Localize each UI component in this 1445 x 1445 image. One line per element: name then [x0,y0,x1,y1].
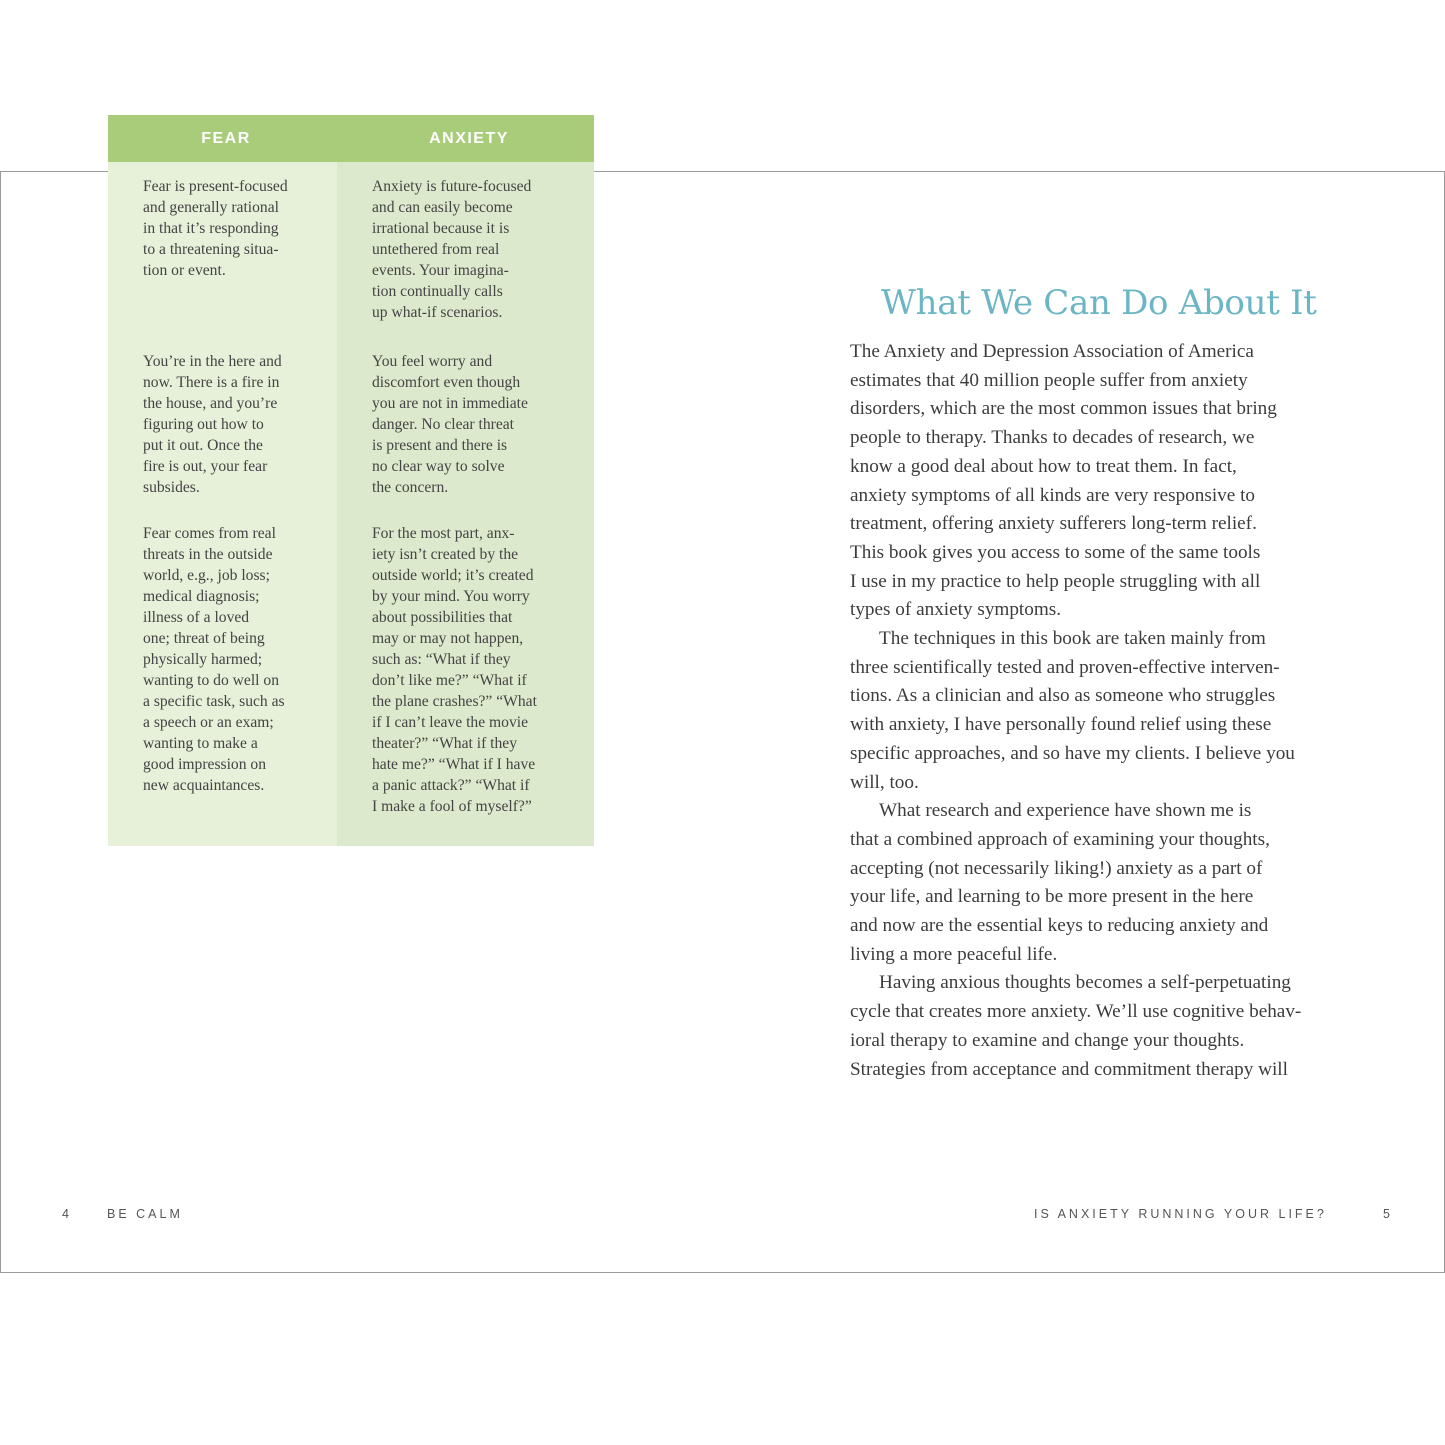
cell-line: don’t like me?” “What if [372,672,527,689]
fear-cell [143,351,282,498]
anxiety-column-header: ANXIETY [429,129,509,147]
cell-line: irrational because it is [372,220,510,237]
fear-cell [143,523,285,796]
body-line: and now are the essential keys to reducing anxiety and [850,915,1269,937]
body-line: estimates that 40 million people suffer from anxiety [850,369,1248,391]
fear-cell [143,176,288,281]
body-line: ioral therapy to examine and change your thoughts. [850,1029,1245,1051]
body-line: will, too. [850,771,919,793]
cell-line: physically harmed; [143,651,263,668]
cell-line: For the most part, anx- [372,525,515,542]
cell-line: I make a fool of myself?” [372,798,532,815]
body-line: three scientifically tested and proven-effective interven- [850,656,1280,678]
body-line: living a more peaceful life. [850,943,1058,965]
fear-anxiety-table [108,115,594,846]
body-line: The Anxiety and Depression Association of America [850,341,1254,362]
cell-line: is present and there is [372,437,508,454]
fear-column [108,162,337,846]
body-line: accepting (not necessarily liking!) anxiety as a part of [850,857,1263,879]
right-running-title: IS ANXIETY RUNNING YOUR LIFE? [1034,1207,1327,1221]
cell-line: figuring out how to [143,416,264,433]
cell-line: illness of a loved [143,609,250,626]
body-line: that a combined approach of examining your thoughts, [850,828,1270,850]
table-header [108,115,594,162]
cell-line: subsides. [143,479,200,496]
anxiety-column [337,162,594,846]
body-line: tions. As a clinician and also as someone who struggles [850,685,1276,707]
cell-line: now. There is a fire in [143,374,280,391]
body-line: treatment, offering anxiety sufferers long-term relief. [850,513,1257,535]
cell-line: tion or event. [143,262,226,279]
right-page-number: 5 [1383,1207,1393,1221]
body-line: disorders, which are the most common issues that bring [850,398,1277,420]
body-line: I use in my practice to help people struggling with all [850,570,1261,592]
body-line: with anxiety, I have personally found relief using these [850,714,1272,736]
cell-line: in that it’s responding [143,220,279,237]
body-line: What research and experience have shown me is [879,800,1252,822]
anxiety-cell [372,176,531,323]
cell-line: up what-if scenarios. [372,304,503,321]
cell-line: medical diagnosis; [143,588,260,605]
cell-line: tion continually calls [372,283,503,300]
body-line: This book gives you access to some of the same tools [850,541,1261,563]
cell-line: world, e.g., job loss; [143,567,270,584]
cell-line: theater?” “What if they [372,735,518,752]
cell-line: if I can’t leave the movie [372,714,529,731]
fear-column-header: FEAR [201,129,251,147]
body-line: The techniques in this book are taken mainly from [879,628,1266,650]
cell-line: one; threat of being [143,630,265,647]
cell-line: about possibilities that [372,609,513,626]
cell-line: the concern. [372,479,449,496]
cell-line: the plane crashes?” “What [372,693,537,710]
cell-line: Fear is present-focused [143,178,288,195]
cell-line: discomfort even though [372,374,521,391]
body-line: know a good deal about how to treat them. In fact, [850,455,1237,477]
body-text [850,338,1350,1084]
cell-line: danger. No clear threat [372,416,515,433]
body-line: your life, and learning to be more present in the here [850,886,1254,908]
cell-line: wanting to do well on [143,672,279,689]
cell-line: Fear comes from real [143,525,276,542]
body-line: anxiety symptoms of all kinds are very responsive to [850,484,1255,506]
cell-line: the house, and you’re [143,395,278,412]
cell-line: no clear way to solve [372,458,505,475]
cell-line: new acquaintances. [143,777,265,794]
cell-line: events. Your imagina- [372,262,509,279]
body-line: specific approaches, and so have my clients. I believe you [850,742,1295,764]
left-running-title: BE CALM [107,1207,183,1221]
cell-line: may or may not happen, [372,630,524,647]
body-line: people to therapy. Thanks to decades of research, we [850,427,1255,449]
cell-line: to a threatening situa- [143,241,279,258]
section-heading: What We Can Do About It [881,283,1317,323]
anxiety-cell [372,523,537,817]
left-page-number: 4 [62,1207,72,1221]
body-line: cycle that creates more anxiety. We’ll use cognitive behav- [850,1001,1302,1023]
cell-line: fire is out, your fear [143,458,268,475]
cell-line: outside world; it’s created [372,567,534,584]
cell-line: untethered from real [372,241,500,258]
cell-line: and generally rational [143,199,279,216]
cell-line: you are not in immediate [372,395,528,412]
cell-line: a speech or an exam; [143,714,274,731]
cell-line: such as: “What if they [372,651,511,668]
cell-line: threats in the outside [143,546,273,563]
body-line: types of anxiety symptoms. [850,599,1062,621]
cell-line: iety isn’t created by the [372,546,519,563]
cell-line: by your mind. You worry [372,588,530,605]
cell-line: a panic attack?” “What if [372,777,530,794]
cell-line: hate me?” “What if I have [372,756,536,773]
cell-line: and can easily become [372,199,513,216]
body-line: Having anxious thoughts becomes a self-perpetuating [879,972,1291,994]
body-line: Strategies from acceptance and commitment therapy will [850,1058,1288,1080]
anxiety-cell [372,351,528,498]
cell-line: You’re in the here and [143,353,282,370]
cell-line: Anxiety is future-focused [372,178,532,195]
cell-line: You feel worry and [372,353,493,370]
cell-line: a specific task, such as [143,693,285,710]
cell-line: put it out. Once the [143,437,263,454]
cell-line: wanting to make a [143,735,258,752]
cell-line: good impression on [143,756,267,773]
